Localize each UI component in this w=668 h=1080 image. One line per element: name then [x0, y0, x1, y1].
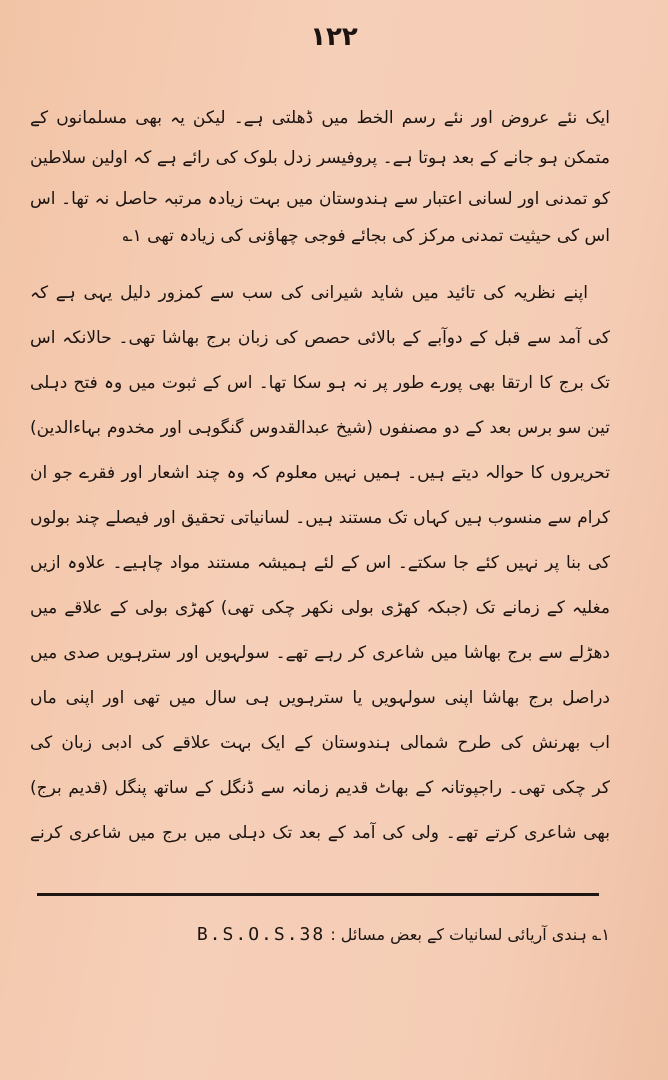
text-line: مغلیہ کے زمانے تک (جبکہ کھڑی بولی نکھر چکی تھی) کھڑی بولی کے علاقے میں — [30, 598, 610, 618]
text-line: تین سو برس بعد کے دو مصنفوں (شیخ عبدالقدوس گنگوہی اور مخدوم بہاءالدین) — [30, 418, 610, 438]
text-line: اب بھرنش کی طرح شمالی ہندوستان کے ایک بہت علاقے کی ادبی زبان کی — [30, 733, 610, 753]
page-number: ۱۲۲ — [310, 22, 358, 52]
text-line: کی آمد سے قبل کے دوآبے کے بالائی حصص کی زبان برج بھاشا تھی۔ حالانکہ اس — [30, 328, 610, 348]
text-line: تک برج کا ارتقا بھی پورے طور پر نہ ہو سکا تھا۔ اس کے ثبوت میں وہ فتح دہلی — [30, 373, 610, 393]
footnote-marker: ۱؎ — [592, 925, 610, 944]
footnote-divider — [37, 893, 599, 896]
text-line: اس کی حیثیت تمدنی مرکز کی بجائے فوجی چھاؤنی کی زیادہ تھی ۱؎ — [122, 226, 610, 246]
footnote-reference: B.S.O.S.38 — [196, 924, 326, 945]
text-line: دراصل برج بھاشا اپنی سولہویں یا سترہویں ہی سال میں تھی اور اپنی ماں — [30, 688, 610, 708]
text-line: کو تمدنی اور لسانی اعتبار سے ہندوستان میں بہت زیادہ مرتبہ حاصل نہ تھا۔ اس — [30, 189, 610, 209]
footnote — [140, 920, 610, 950]
text-line: دھڑلے سے برج بھاشا میں شاعری کر رہے تھے۔ سولہویں اور سترہویں صدی میں — [30, 643, 610, 663]
text-line: متمکن ہو جانے کے بعد ہوتا ہے۔ پروفیسر زدل بلوک کی رائے ہے کہ اولین سلاطین — [30, 148, 610, 168]
text-line: ایک نئے عروض اور نئے رسم الخط میں ڈھلتی ہے۔ لیکن یہ بھی مسلمانوں کے — [30, 108, 610, 128]
text-line: اپنے نظریہ کی تائید میں شاید شیرانی کی سب سے کمزور دلیل یہی ہے کہ — [30, 283, 588, 303]
text-line: کرام سے منسوب ہیں کہاں تک مستند ہیں۔ لسانیاتی تحقیق اور فیصلے چند بولوں — [30, 508, 610, 528]
text-line: کی بنا پر نہیں کئے جا سکتے۔ اس کے لئے ہمیشہ مستند مواد چاہیے۔ علاوہ ازیں — [30, 553, 610, 573]
text-line: کر چکی تھی۔ راجپوتانہ کے بھاٹ قدیم زمانہ سے ڈنگل کے ساتھ پنگل (قدیم برج) — [30, 778, 610, 798]
text-line: تحریروں کا حوالہ دیتے ہیں۔ ہمیں نہیں معلوم کہ وہ چند اشعار اور فقرے جو ان — [30, 463, 610, 483]
text-line: بھی شاعری کرتے تھے۔ ولی کی آمد کے بعد تک دہلی میں برج میں شاعری کرنے — [30, 823, 610, 843]
footnote-text: ہندی آریائی لسانیات کے بعض مسائل : — [330, 925, 587, 944]
